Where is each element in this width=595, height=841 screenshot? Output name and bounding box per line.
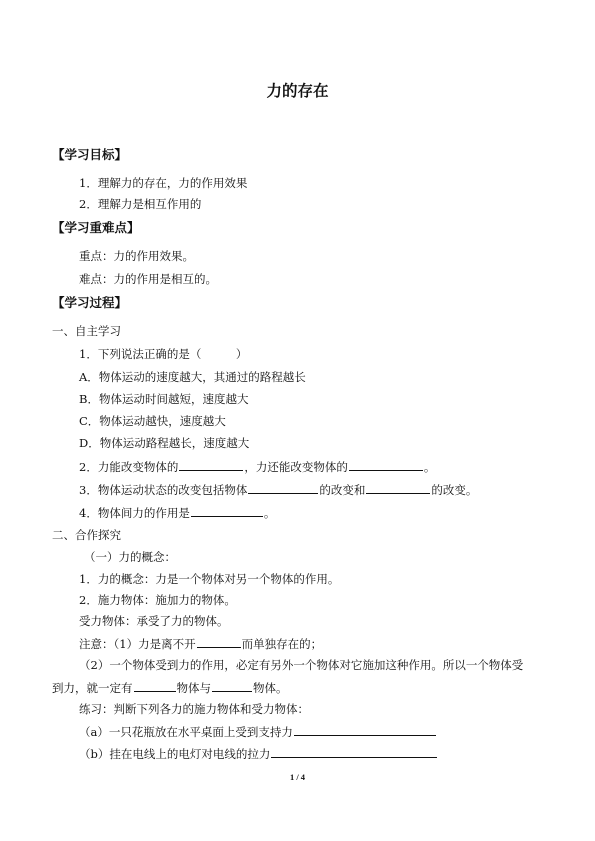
practice-heading: 练习：判断下列各力的施力物体和受力物体：	[79, 702, 309, 716]
force-concept: 1．力的概念：力是一个物体对另一个物体的作用。	[79, 572, 340, 586]
option-c: C．物体运动越快，速度越大	[79, 414, 226, 428]
note-2: （2）一个物体受到力的作用，必定有另外一个物体对它施加这种作用。所以一个物体受	[79, 658, 524, 672]
option-a: A．物体运动的速度越大，其通过的路程越长	[79, 370, 306, 384]
goals-heading: 【学习目标】	[52, 147, 128, 162]
answer-blank[interactable]	[271, 745, 437, 758]
answer-blank[interactable]	[191, 504, 263, 517]
process-heading: 【学习过程】	[52, 295, 128, 310]
answer-blank[interactable]	[248, 481, 318, 494]
key-points-heading: 【学习重难点】	[52, 220, 140, 235]
page-title: 力的存在	[266, 82, 329, 100]
option-d: D．物体运动路程越长，速度越大	[79, 436, 250, 450]
option-b: B．物体运动时间越短，速度越大	[79, 392, 249, 406]
question-2: 2．力能改变物体的 ，力还能改变物体的 。	[79, 460, 436, 474]
note-1: 注意：（1）力是离不开 而单独存在的；	[79, 637, 323, 651]
note-2-continued: 到力，就一定有 物体与 物体。	[52, 681, 288, 695]
goal-item-2: 2．理解力是相互作用的	[79, 197, 202, 211]
practice-item-a: （a）一只花瓶放在水平桌面上受到支持力	[79, 723, 437, 740]
page-number: 1 / 4	[289, 772, 306, 782]
question-3: 3．物体运动状态的改变包括物体 的改变和 的改变。	[79, 483, 478, 497]
section-self-study-title: 一、自主学习	[52, 324, 121, 338]
receiving-object: 受力物体：承受了力的物体。	[79, 614, 229, 628]
goal-item-1: 1．理解力的存在，力的作用效果	[79, 176, 248, 190]
focus-text: 重点：力的作用效果。	[79, 249, 194, 263]
practice-item-b: （b）挂在电线上的电灯对电线的拉力	[79, 745, 438, 762]
section-cooperative-title: 二、合作探究	[52, 528, 121, 542]
answer-blank[interactable]	[197, 635, 241, 648]
answer-blank[interactable]	[349, 458, 423, 471]
difficulty-text: 难点：力的作用是相互的。	[79, 272, 217, 286]
exerting-object: 2．施力物体：施加力的物体。	[79, 593, 236, 607]
concept-subheading: （一）力的概念：	[84, 550, 176, 564]
question-4: 4．物体间力的作用是 。	[79, 506, 276, 520]
answer-blank[interactable]	[212, 679, 252, 692]
question-1: 1．下列说法正确的是（ ）	[79, 347, 248, 361]
answer-blank[interactable]	[294, 723, 436, 736]
answer-blank[interactable]	[366, 481, 430, 494]
answer-blank[interactable]	[179, 458, 243, 471]
answer-blank[interactable]	[134, 679, 176, 692]
